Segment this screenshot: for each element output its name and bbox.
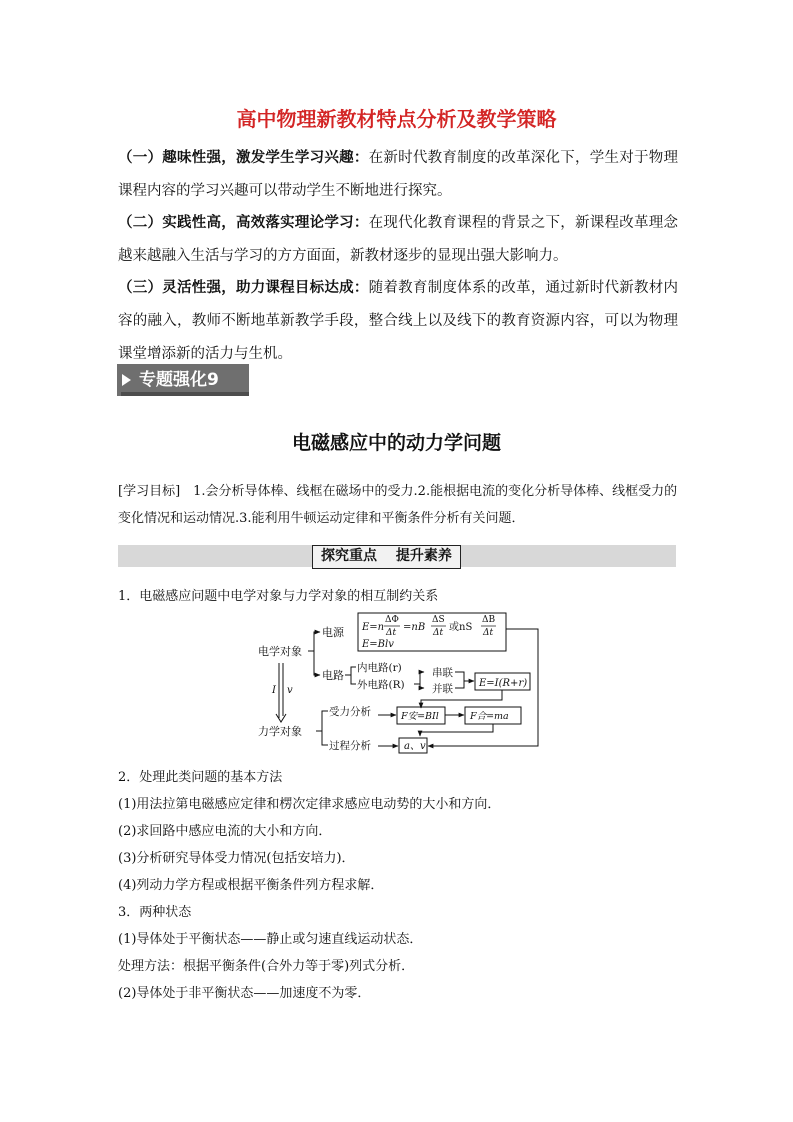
paragraph-2 xyxy=(118,207,678,273)
learning-objectives: [学习目标] 1.会分析导体棒、线框在磁场中的受力.2.能根据电流的变化分析导体棒、线框受力的变化情况和运动情况.3.能利用牛顿运动定律和平衡条件分析有关问题． xyxy=(118,484,678,526)
triangle-icon xyxy=(122,374,131,386)
diagram-eq-nb: =nB xyxy=(403,622,426,633)
paragraph-1-text: 在新时代教育制度的改革深化下，学生对于物理课程内容的学习兴趣可以带动学生不断地进行探究。 xyxy=(118,150,679,199)
diagram-mechanical-object: 力学对象 xyxy=(258,725,302,738)
diagram-internal: 内电路(r) xyxy=(357,662,402,674)
relationship-diagram xyxy=(250,608,545,760)
diagram-external: 外电路(R) xyxy=(357,679,405,691)
diagram-source: 电源 xyxy=(322,626,344,639)
item-1-heading: 1．电磁感应问题中电学对象与力学对象的相互制约关系 xyxy=(118,589,439,604)
section-bar-label: 探究重点 提升素养 xyxy=(312,545,461,569)
diagram-db: ΔB xyxy=(482,615,496,625)
method: 处理方法：根据平衡条件(合外力等于零)列式分析． xyxy=(118,959,415,974)
paragraph-3-text: 随着教育制度体系的改革，通过新时代新教材内容的融入，教师不断地革新教学手段，整合线上以及线下的教育资源内容，可以为物理课堂增添新的活力与生机。 xyxy=(118,280,679,362)
item-3-heading: 3．两种状态 xyxy=(118,905,192,920)
diagram-parallel: 并联 xyxy=(432,683,453,695)
paragraph-3 xyxy=(118,272,678,371)
diagram-dphi: ΔΦ xyxy=(385,615,399,625)
paragraph-2-heading: （二）实践性高，高效落实理论学习： xyxy=(118,215,369,231)
diagram-dt-1: Δt xyxy=(386,628,397,638)
diagram-formula-e2: E=Blv xyxy=(362,639,394,650)
diagram-ampere: F安=BIl xyxy=(401,711,439,722)
diagram-ohm: E=I(R+r) xyxy=(479,678,528,689)
section-bar xyxy=(118,545,676,567)
paragraph-1 xyxy=(118,142,678,208)
paragraph-2-text: 在现代化教育课程的背景之下，新课程改革理念越来越融入生活与学习的方方面面，新教材逐步的显现出强大影响力。 xyxy=(118,215,679,264)
diagram-electric-object: 电学对象 xyxy=(258,645,302,658)
diagram-dt-3: Δt xyxy=(483,628,494,638)
diagram-v-label: v xyxy=(287,685,293,696)
topic-banner xyxy=(117,364,249,396)
step-4: (4)列动力学方程或根据平衡条件列方程求解． xyxy=(118,878,384,893)
step-1: (1)用法拉第电磁感应定律和楞次定律求感应电动势的大小和方向． xyxy=(118,797,501,812)
step-2: (2)求回路中感应电流的大小和方向． xyxy=(118,824,332,839)
step-3: (3)分析研究导体受力情况(包括安培力)． xyxy=(118,851,355,866)
diagram-circuit: 电路 xyxy=(322,669,344,682)
diagram-force-analysis: 受力分析 xyxy=(329,706,371,718)
paragraph-3-heading: （三）灵活性强，助力课程目标达成： xyxy=(118,280,369,296)
page-title: 高中物理新教材特点分析及教学策略 xyxy=(236,107,557,131)
diagram-i-label: I xyxy=(272,685,276,696)
state-2: (2)导体处于非平衡状态——加速度不为零． xyxy=(118,986,371,1001)
state-1: (1)导体处于平衡状态——静止或匀速直线运动状态． xyxy=(118,932,423,947)
banner-label: 专题强化9 xyxy=(139,370,219,390)
diagram-ds: ΔS xyxy=(432,615,445,625)
banner-shadow xyxy=(121,392,249,396)
diagram-av: a、v xyxy=(404,741,426,752)
diagram-newton: F合=ma xyxy=(470,711,509,722)
diagram-formula-e1: E=n xyxy=(362,622,385,633)
diagram-process-analysis: 过程分析 xyxy=(329,740,371,752)
diagram-series: 串联 xyxy=(432,667,453,679)
paragraph-1-heading: （一）趣味性强，激发学生学习兴趣： xyxy=(118,150,369,166)
item-2-heading: 2．处理此类问题的基本方法 xyxy=(118,770,283,785)
diagram-dt-2: Δt xyxy=(433,628,444,638)
diagram-or-ns: 或nS xyxy=(449,622,473,633)
section-title: 电磁感应中的动力学问题 xyxy=(291,432,501,454)
